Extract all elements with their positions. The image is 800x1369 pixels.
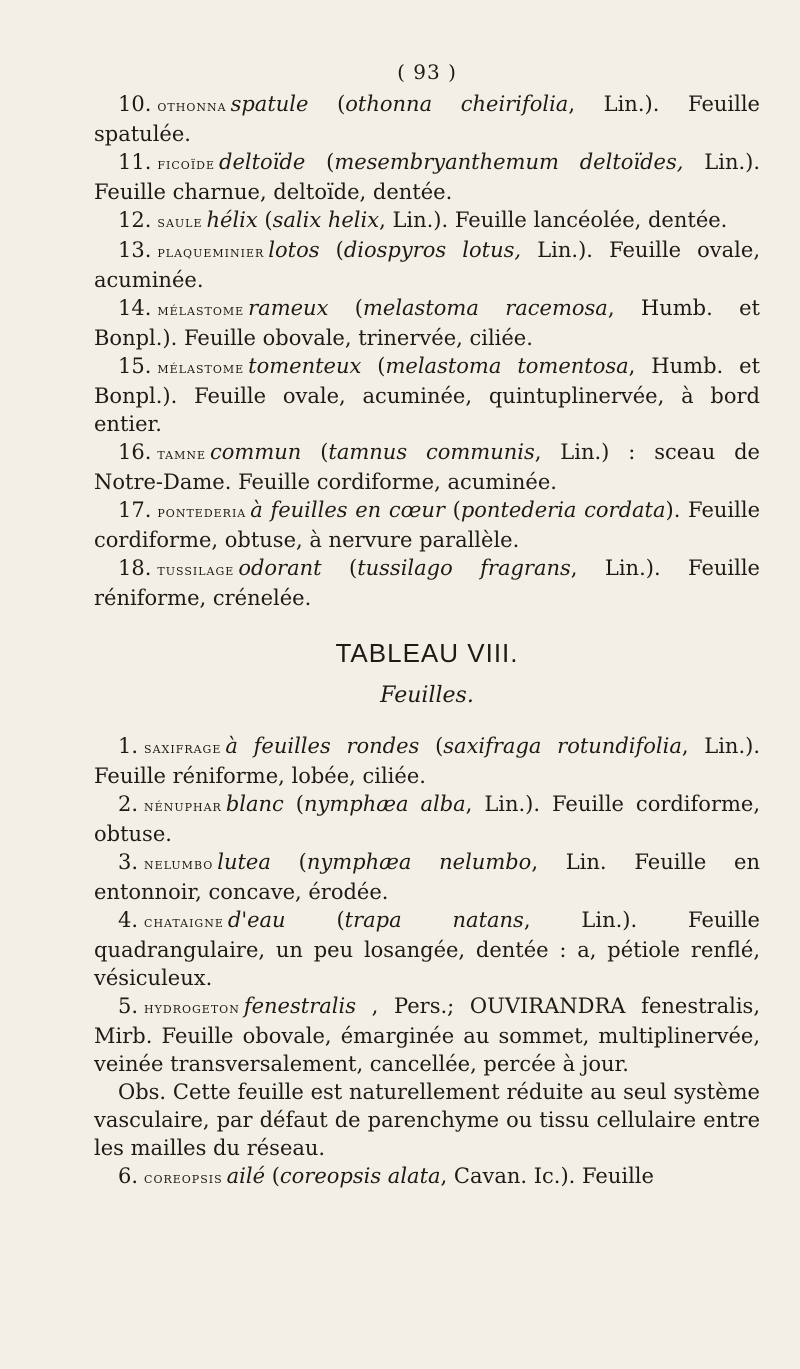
list-item <box>94 438 760 496</box>
entry-latin-name: nymphæa nelumbo <box>306 850 532 874</box>
entry-latin-name: diospyros lotus, <box>343 238 522 262</box>
section-subtitle: Feuilles. <box>380 683 474 708</box>
entry-description: , Lin.). Feuille cordiforme, obtuse. <box>94 792 760 846</box>
entry-common-name: ficoïde <box>157 155 216 173</box>
entry-epithet: lutea <box>217 850 299 874</box>
entry-common-name: tussilage <box>157 561 235 579</box>
list-item <box>94 1162 760 1192</box>
entry-epithet: d'eau <box>227 908 337 932</box>
entry-description: Obs. Cette feuille est naturellement réduite au seul système vasculaire, par défaut de parenchyme ou tissu cellulaire entre les mailles du réseau. <box>94 1080 760 1160</box>
entry-epithet: fenestralis <box>243 994 372 1018</box>
entry-common-name: tamne <box>157 445 207 463</box>
entry-common-name: coreopsis <box>144 1169 223 1187</box>
entry-number: 1. <box>118 734 139 758</box>
entry-description: , Pers.; OUVIRANDRA fenestralis, Mirb. Feuille obovale, émarginée au sommet, multiplinervée, veinée transversalement, cancellée, percée à jour. <box>94 994 760 1076</box>
entry-common-name: chataigne <box>144 913 224 931</box>
entry-description: , Lin.). Feuille réniforme, lobée, ciliée. <box>94 734 760 788</box>
entry-number: 18. <box>118 556 152 580</box>
entry-latin-name: saxifraga rotundifolia <box>443 734 682 758</box>
entry-number: 3. <box>118 850 139 874</box>
entry-text: 13. plaqueminier lotos (diospyros lotus, Lin.). Feuille ovale, acuminée. <box>94 238 760 292</box>
entry-latin-name: pontederia cordata <box>460 498 666 522</box>
entry-common-name: hydrogeton <box>144 999 240 1017</box>
list-item <box>94 992 760 1078</box>
page-number: ( 93 ) <box>397 60 457 84</box>
entry-text: 2. nénuphar blanc (nymphæa alba, Lin.). Feuille cordiforme, obtuse. <box>94 792 760 846</box>
entry-number: 17. <box>118 498 152 522</box>
entry-description: Lin.). Feuille ovale, acuminée. <box>94 238 760 292</box>
entry-text: 18. tussilage odorant (tussilago fragrans, Lin.). Feuille réniforme, crénelée. <box>94 556 760 610</box>
entry-text: 15. mélastome tomenteux (melastoma tomentosa, Humb. et Bonpl.). Feuille ovale, acuminée, quintuplinervée, à bord entier. <box>94 354 761 436</box>
entry-common-name: mélastome <box>157 301 245 319</box>
entry-latin-name: mesembryanthemum deltoïdes, <box>334 150 684 174</box>
entry-description: , Lin. Feuille en entonnoir, concave, érodée. <box>94 850 760 904</box>
entry-list-top <box>94 90 760 612</box>
list-item <box>94 496 760 554</box>
entry-text: 1. saxifrage à feuilles rondes (saxifraga rotundifolia, Lin.). Feuille réniforme, lobée, ciliée. <box>94 734 760 788</box>
entry-epithet: spatule <box>230 92 338 116</box>
entry-number: 15. <box>118 354 152 378</box>
entry-latin-name: tussilago fragrans <box>357 556 571 580</box>
entry-latin-name: trapa natans <box>344 908 524 932</box>
list-item <box>94 732 760 790</box>
entry-epithet: deltoïde <box>219 150 327 174</box>
entry-text: 17. pontederia à feuilles en cœur (pontederia cordata). Feuille cordiforme, obtuse, à nervure parallèle. <box>94 498 761 552</box>
entry-description: , Lin.). Feuille quadrangulaire, un peu losangée, dentée : a, pétiole renflé, vésiculeux. <box>94 908 760 990</box>
entry-latin-name: nymphæa alba <box>303 792 466 816</box>
entry-latin-name: tamnus communis <box>328 440 535 464</box>
entry-description: , Lin.) : sceau de Notre-Dame. Feuille cordiforme, acuminée. <box>94 440 760 494</box>
entry-latin-name: othonna cheirifolia <box>345 92 569 116</box>
entry-text: 10. othonna spatule (othonna cheirifolia, Lin.). Feuille spatulée. <box>94 92 760 146</box>
entry-description: , Humb. et Bonpl.). Feuille ovale, acuminée, quintuplinervée, à bord entier. <box>94 354 761 436</box>
entry-text: 4. chataigne d'eau (trapa natans, Lin.). Feuille quadrangulaire, un peu losangée, dentée : a, pétiole renflé, vésiculeux. <box>94 908 760 990</box>
entry-description: , Lin.). Feuille réniforme, crénelée. <box>94 556 760 610</box>
entry-number: 11. <box>118 150 152 174</box>
entry-text <box>94 992 760 1078</box>
list-item <box>94 294 760 352</box>
entry-latin-name: melastoma racemosa <box>362 296 608 320</box>
entry-description: , Lin.). Feuille spatulée. <box>94 92 760 146</box>
entry-common-name: mélastome <box>157 359 245 377</box>
entry-common-name: nénuphar <box>144 797 222 815</box>
list-item <box>94 236 760 294</box>
entry-description: , Lin.). Feuille lancéolée, dentée. <box>379 208 728 232</box>
list-item <box>94 790 760 848</box>
entry-epithet: rameux <box>248 296 355 320</box>
entry-number: 4. <box>118 908 139 932</box>
entry-common-name: plaqueminier <box>157 243 265 261</box>
entry-number: 5. <box>118 994 139 1018</box>
entry-number: 12. <box>118 208 152 232</box>
entry-epithet: tomenteux <box>248 354 378 378</box>
list-item <box>94 906 760 992</box>
entry-epithet: à feuilles rondes <box>225 734 436 758</box>
entry-epithet: odorant <box>238 556 349 580</box>
list-item <box>94 1078 760 1162</box>
entry-description: , Humb. et Bonpl.). Feuille obovale, trinervée, ciliée. <box>94 296 760 350</box>
list-item <box>94 148 760 206</box>
entry-epithet: hélix <box>206 208 265 232</box>
entry-text <box>94 1078 760 1162</box>
entry-number: 14. <box>118 296 152 320</box>
entry-latin-name: melastoma tomentosa <box>385 354 629 378</box>
entry-text: 16. tamne commun (tamnus communis, Lin.) : sceau de Notre-Dame. Feuille cordiforme, acuminée. <box>94 440 760 494</box>
entry-epithet: lotos <box>268 238 336 262</box>
list-item <box>94 90 760 148</box>
entry-number: 2. <box>118 792 139 816</box>
entry-common-name: othonna <box>157 97 227 115</box>
entry-description: , Cavan. Ic.). Feuille <box>440 1164 654 1188</box>
entry-epithet: à feuilles en cœur <box>250 498 453 522</box>
entry-epithet: commun <box>210 440 321 464</box>
entry-text: 6. coreopsis ailé (coreopsis alata, Cavan. Ic.). Feuille <box>118 1164 654 1188</box>
entry-common-name: saule <box>157 213 203 231</box>
entry-text: 3. nelumbo lutea (nymphæa nelumbo, Lin. Feuille en entonnoir, concave, érodée. <box>94 850 760 904</box>
entry-number: 16. <box>118 440 152 464</box>
entry-number: 13. <box>118 238 152 262</box>
list-item <box>94 554 760 612</box>
entry-text: 14. mélastome rameux (melastoma racemosa, Humb. et Bonpl.). Feuille obovale, trinervée, ciliée. <box>94 296 760 350</box>
entry-common-name: pontederia <box>157 503 247 521</box>
list-item <box>94 848 760 906</box>
entry-list-bottom <box>94 732 760 1192</box>
list-item <box>94 352 760 438</box>
entry-common-name: nelumbo <box>144 855 214 873</box>
list-item <box>94 206 760 236</box>
entry-text: 12. saule hélix (salix helix, Lin.). Feuille lancéolée, dentée. <box>118 208 728 232</box>
section-title: TABLEAU VIII. <box>335 638 519 668</box>
entry-number: 10. <box>118 92 152 116</box>
entry-latin-name: coreopsis alata <box>279 1164 441 1188</box>
entry-description: ). Feuille cordiforme, obtuse, à nervure parallèle. <box>94 498 761 552</box>
entry-epithet: blanc <box>225 792 296 816</box>
entry-number: 6. <box>118 1164 139 1188</box>
entry-epithet: ailé <box>226 1164 272 1188</box>
entry-description: Lin.). Feuille charnue, deltoïde, dentée. <box>94 150 761 204</box>
entry-common-name: saxifrage <box>144 739 222 757</box>
entry-latin-name: salix helix <box>272 208 380 232</box>
entry-text: 11. ficoïde deltoïde (mesembryanthemum deltoïdes, Lin.). Feuille charnue, deltoïde, dentée. <box>94 150 761 204</box>
